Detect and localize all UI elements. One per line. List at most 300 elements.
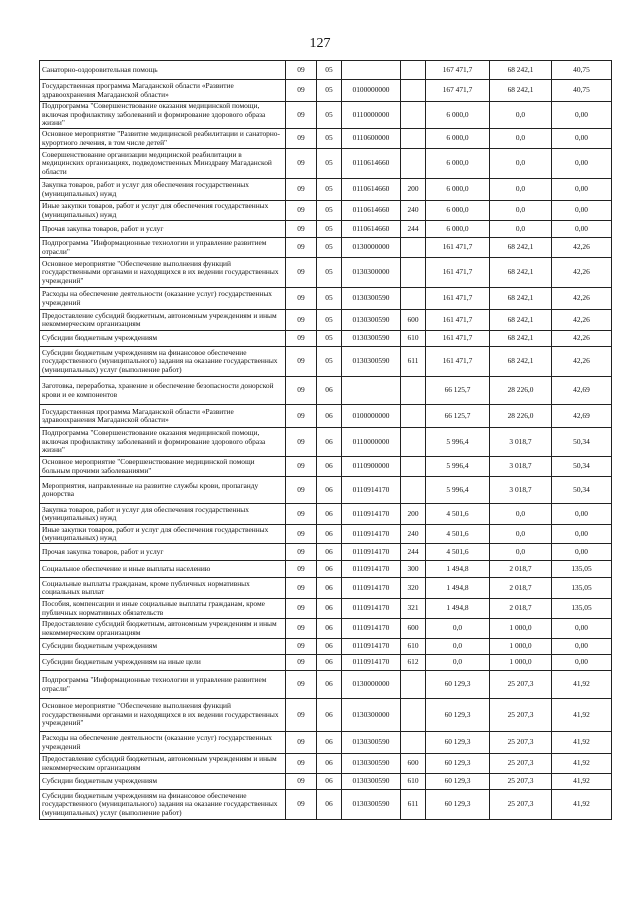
row-subsection: 06 <box>317 732 342 754</box>
row-subsection: 05 <box>317 129 342 149</box>
row-executed-amount: 28 226,0 <box>490 405 552 428</box>
row-expense-type: 611 <box>401 347 426 377</box>
row-execution-percent: 0,00 <box>552 639 612 655</box>
row-section: 09 <box>286 544 317 561</box>
row-subsection: 06 <box>317 619 342 639</box>
row-section: 09 <box>286 477 317 504</box>
row-subsection: 06 <box>317 754 342 774</box>
row-name: Санаторно-оздоровительная помощь <box>40 61 286 80</box>
table-row <box>40 61 612 80</box>
row-subsection: 06 <box>317 477 342 504</box>
row-planned-amount: 4 501,6 <box>426 544 490 561</box>
row-target-article: 0110000000 <box>342 102 401 129</box>
row-expense-type: 610 <box>401 774 426 790</box>
row-executed-amount: 25 207,3 <box>490 732 552 754</box>
row-expense-type: 200 <box>401 504 426 525</box>
row-section: 09 <box>286 578 317 599</box>
row-target-article: 0130000000 <box>342 238 401 258</box>
row-execution-percent: 0,00 <box>552 201 612 221</box>
row-execution-percent: 41,92 <box>552 671 612 699</box>
row-execution-percent: 0,00 <box>552 619 612 639</box>
row-name: Пособия, компенсации и иные социальные выплаты гражданам, кроме публичных нормативных обязательств <box>40 599 286 619</box>
row-executed-amount: 3 018,7 <box>490 477 552 504</box>
row-section: 09 <box>286 201 317 221</box>
row-expense-type: 300 <box>401 561 426 578</box>
row-executed-amount: 1 000,0 <box>490 655 552 671</box>
row-section: 09 <box>286 599 317 619</box>
row-subsection: 06 <box>317 671 342 699</box>
row-section: 09 <box>286 774 317 790</box>
row-executed-amount: 2 018,7 <box>490 599 552 619</box>
row-name: Расходы на обеспечение деятельности (оказание услуг) государственных учреждений <box>40 288 286 310</box>
row-target-article: 0110614660 <box>342 149 401 179</box>
table-row <box>40 754 612 774</box>
row-target-article: 0130300590 <box>342 732 401 754</box>
row-expense-type: 600 <box>401 619 426 639</box>
row-executed-amount: 0,0 <box>490 102 552 129</box>
row-expense-type <box>401 102 426 129</box>
row-executed-amount: 0,0 <box>490 149 552 179</box>
row-executed-amount: 25 207,3 <box>490 754 552 774</box>
page-number: 127 <box>309 36 331 51</box>
row-executed-amount: 68 242,1 <box>490 80 552 102</box>
row-target-article: 0130300000 <box>342 699 401 732</box>
row-planned-amount: 66 125,7 <box>426 377 490 405</box>
table-row <box>40 655 612 671</box>
row-expense-type: 321 <box>401 599 426 619</box>
row-execution-percent: 41,92 <box>552 699 612 732</box>
row-expense-type: 611 <box>401 790 426 820</box>
row-section: 09 <box>286 347 317 377</box>
row-planned-amount: 66 125,7 <box>426 405 490 428</box>
row-subsection: 06 <box>317 578 342 599</box>
row-section: 09 <box>286 102 317 129</box>
row-name: Субсидии бюджетным учреждениям <box>40 774 286 790</box>
table-row <box>40 80 612 102</box>
table-row <box>40 477 612 504</box>
row-section: 09 <box>286 619 317 639</box>
row-name: Иные закупки товаров, работ и услуг для обеспечения государственных (муниципальных) нужд <box>40 525 286 544</box>
row-execution-percent: 42,26 <box>552 331 612 347</box>
row-planned-amount: 6 000,0 <box>426 179 490 201</box>
row-execution-percent: 0,00 <box>552 525 612 544</box>
row-target-article <box>342 61 401 80</box>
row-planned-amount: 1 494,8 <box>426 561 490 578</box>
row-section: 09 <box>286 655 317 671</box>
row-execution-percent: 135,05 <box>552 561 612 578</box>
row-executed-amount: 68 242,1 <box>490 238 552 258</box>
row-section: 09 <box>286 639 317 655</box>
row-planned-amount: 161 471,7 <box>426 238 490 258</box>
row-executed-amount: 0,0 <box>490 129 552 149</box>
row-name: Расходы на обеспечение деятельности (оказание услуг) государственных учреждений <box>40 732 286 754</box>
row-expense-type <box>401 80 426 102</box>
row-executed-amount: 68 242,1 <box>490 288 552 310</box>
row-executed-amount: 68 242,1 <box>490 61 552 80</box>
row-subsection: 05 <box>317 201 342 221</box>
row-target-article: 0110914170 <box>342 639 401 655</box>
row-target-article: 0110914170 <box>342 561 401 578</box>
row-target-article <box>342 377 401 405</box>
table-row <box>40 790 612 820</box>
row-name: Основное мероприятие "Развитие медицинской реабилитации и санаторно-курортного лечения, в том числе детей" <box>40 129 286 149</box>
row-section: 09 <box>286 149 317 179</box>
row-execution-percent: 42,69 <box>552 377 612 405</box>
row-expense-type <box>401 149 426 179</box>
row-execution-percent: 42,26 <box>552 238 612 258</box>
row-subsection: 06 <box>317 699 342 732</box>
row-executed-amount: 2 018,7 <box>490 561 552 578</box>
row-planned-amount: 1 494,8 <box>426 599 490 619</box>
row-name: Закупка товаров, работ и услуг для обеспечения государственных (муниципальных) нужд <box>40 504 286 525</box>
row-execution-percent: 42,69 <box>552 405 612 428</box>
row-target-article: 0110914170 <box>342 599 401 619</box>
row-section: 09 <box>286 405 317 428</box>
row-expense-type: 320 <box>401 578 426 599</box>
row-execution-percent: 0,00 <box>552 102 612 129</box>
table-row <box>40 347 612 377</box>
row-target-article: 0110914170 <box>342 655 401 671</box>
table-row <box>40 238 612 258</box>
row-execution-percent: 50,34 <box>552 428 612 457</box>
row-expense-type <box>401 671 426 699</box>
row-subsection: 05 <box>317 288 342 310</box>
row-executed-amount: 0,0 <box>490 504 552 525</box>
row-name: Подпрограмма "Информационные технологии и управление развитием отрасли" <box>40 238 286 258</box>
row-planned-amount: 0,0 <box>426 655 490 671</box>
row-planned-amount: 161 471,7 <box>426 347 490 377</box>
row-planned-amount: 6 000,0 <box>426 201 490 221</box>
row-section: 09 <box>286 377 317 405</box>
row-name: Субсидии бюджетным учреждениям <box>40 331 286 347</box>
row-planned-amount: 161 471,7 <box>426 331 490 347</box>
row-execution-percent: 0,00 <box>552 504 612 525</box>
row-name: Мероприятия, направленные на развитие службы крови, пропаганду донорства <box>40 477 286 504</box>
row-subsection: 05 <box>317 238 342 258</box>
row-subsection: 05 <box>317 331 342 347</box>
row-execution-percent: 42,26 <box>552 347 612 377</box>
row-execution-percent: 42,26 <box>552 310 612 331</box>
row-target-article: 0130000000 <box>342 671 401 699</box>
row-target-article: 0130300590 <box>342 790 401 820</box>
row-target-article: 0130300000 <box>342 258 401 288</box>
row-expense-type <box>401 129 426 149</box>
table-row <box>40 639 612 655</box>
row-planned-amount: 5 996,4 <box>426 457 490 477</box>
row-expense-type: 200 <box>401 179 426 201</box>
table-row <box>40 504 612 525</box>
row-section: 09 <box>286 221 317 238</box>
row-section: 09 <box>286 525 317 544</box>
row-name: Совершенствование организации медицинской реабилитации в медицинских организациях, подведомственных Минздраву Магаданской области <box>40 149 286 179</box>
row-name: Государственная программа Магаданской области «Развитие здравоохранения Магаданской области» <box>40 405 286 428</box>
table-row <box>40 258 612 288</box>
row-planned-amount: 161 471,7 <box>426 310 490 331</box>
table-row <box>40 525 612 544</box>
row-planned-amount: 60 129,3 <box>426 790 490 820</box>
row-planned-amount: 167 471,7 <box>426 80 490 102</box>
table-row <box>40 561 612 578</box>
row-planned-amount: 6 000,0 <box>426 129 490 149</box>
row-executed-amount: 0,0 <box>490 544 552 561</box>
budget-table <box>39 60 612 820</box>
row-executed-amount: 2 018,7 <box>490 578 552 599</box>
row-subsection: 06 <box>317 790 342 820</box>
table-row <box>40 201 612 221</box>
row-planned-amount: 0,0 <box>426 619 490 639</box>
row-target-article: 0130300590 <box>342 331 401 347</box>
row-expense-type <box>401 377 426 405</box>
row-subsection: 05 <box>317 258 342 288</box>
row-subsection: 06 <box>317 405 342 428</box>
row-planned-amount: 6 000,0 <box>426 221 490 238</box>
row-section: 09 <box>286 561 317 578</box>
row-section: 09 <box>286 428 317 457</box>
row-expense-type <box>401 258 426 288</box>
table-row <box>40 457 612 477</box>
table-row <box>40 129 612 149</box>
row-target-article: 0130300590 <box>342 754 401 774</box>
row-subsection: 06 <box>317 428 342 457</box>
row-execution-percent: 135,05 <box>552 599 612 619</box>
row-planned-amount: 0,0 <box>426 639 490 655</box>
row-planned-amount: 5 996,4 <box>426 477 490 504</box>
row-execution-percent: 40,75 <box>552 61 612 80</box>
row-name: Субсидии бюджетным учреждениям на иные цели <box>40 655 286 671</box>
row-expense-type <box>401 477 426 504</box>
row-target-article: 0110614660 <box>342 221 401 238</box>
row-expense-type: 240 <box>401 525 426 544</box>
row-planned-amount: 60 129,3 <box>426 732 490 754</box>
row-target-article: 0110614660 <box>342 179 401 201</box>
row-executed-amount: 68 242,1 <box>490 331 552 347</box>
row-section: 09 <box>286 671 317 699</box>
row-planned-amount: 6 000,0 <box>426 102 490 129</box>
row-name: Государственная программа Магаданской области «Развитие здравоохранения Магаданской области» <box>40 80 286 102</box>
row-expense-type <box>401 699 426 732</box>
row-execution-percent: 0,00 <box>552 221 612 238</box>
row-planned-amount: 60 129,3 <box>426 671 490 699</box>
table-row <box>40 699 612 732</box>
row-subsection: 05 <box>317 179 342 201</box>
table-row <box>40 377 612 405</box>
table-row <box>40 149 612 179</box>
row-name: Подпрограмма "Информационные технологии и управление развитием отрасли" <box>40 671 286 699</box>
table-row <box>40 774 612 790</box>
row-section: 09 <box>286 457 317 477</box>
row-execution-percent: 0,00 <box>552 179 612 201</box>
row-name: Предоставление субсидий бюджетным, автономным учреждениям и иным некоммерческим организациям <box>40 310 286 331</box>
row-name: Социальное обеспечение и иные выплаты населению <box>40 561 286 578</box>
row-execution-percent: 40,75 <box>552 80 612 102</box>
row-target-article: 0110614660 <box>342 201 401 221</box>
row-subsection: 05 <box>317 347 342 377</box>
row-target-article: 0110914170 <box>342 578 401 599</box>
row-planned-amount: 161 471,7 <box>426 288 490 310</box>
row-execution-percent: 41,92 <box>552 774 612 790</box>
row-section: 09 <box>286 699 317 732</box>
row-target-article: 0100000000 <box>342 80 401 102</box>
row-execution-percent: 0,00 <box>552 149 612 179</box>
row-expense-type: 610 <box>401 331 426 347</box>
row-name: Закупка товаров, работ и услуг для обеспечения государственных (муниципальных) нужд <box>40 179 286 201</box>
row-name: Субсидии бюджетным учреждениям на финансовое обеспечение государственного (муниципального) задания на оказание государственных (муниципальных) услуг (выполнение работ) <box>40 790 286 820</box>
row-subsection: 06 <box>317 377 342 405</box>
row-planned-amount: 60 129,3 <box>426 754 490 774</box>
row-section: 09 <box>286 238 317 258</box>
row-name: Социальные выплаты гражданам, кроме публичных нормативных социальных выплат <box>40 578 286 599</box>
row-planned-amount: 60 129,3 <box>426 699 490 732</box>
row-section: 09 <box>286 790 317 820</box>
row-name: Субсидии бюджетным учреждениям на финансовое обеспечение государственного (муниципального) задания на оказание государственных (муниципальных) услуг (выполнение работ) <box>40 347 286 377</box>
row-subsection: 06 <box>317 639 342 655</box>
row-executed-amount: 1 000,0 <box>490 639 552 655</box>
row-expense-type <box>401 732 426 754</box>
row-section: 09 <box>286 504 317 525</box>
row-expense-type: 244 <box>401 544 426 561</box>
row-target-article: 0110000000 <box>342 428 401 457</box>
row-subsection: 06 <box>317 599 342 619</box>
row-target-article: 0110914170 <box>342 544 401 561</box>
row-expense-type: 240 <box>401 201 426 221</box>
row-execution-percent: 0,00 <box>552 655 612 671</box>
row-expense-type <box>401 405 426 428</box>
row-section: 09 <box>286 754 317 774</box>
row-executed-amount: 25 207,3 <box>490 699 552 732</box>
row-subsection: 06 <box>317 774 342 790</box>
row-name: Подпрограмма "Совершенствование оказания медицинской помощи, включая профилактику заболеваний и формирование здорового образа жизни" <box>40 102 286 129</box>
row-target-article: 0110914170 <box>342 504 401 525</box>
row-expense-type: 600 <box>401 310 426 331</box>
row-subsection: 05 <box>317 61 342 80</box>
row-planned-amount: 6 000,0 <box>426 149 490 179</box>
row-subsection: 05 <box>317 149 342 179</box>
row-execution-percent: 42,26 <box>552 288 612 310</box>
row-planned-amount: 60 129,3 <box>426 774 490 790</box>
row-name: Иные закупки товаров, работ и услуг для обеспечения государственных (муниципальных) нужд <box>40 201 286 221</box>
row-executed-amount: 25 207,3 <box>490 671 552 699</box>
row-subsection: 06 <box>317 457 342 477</box>
table-row <box>40 619 612 639</box>
row-section: 09 <box>286 310 317 331</box>
row-name: Заготовка, переработка, хранение и обеспечение безопасности донорской крови и ее компонентов <box>40 377 286 405</box>
row-execution-percent: 41,92 <box>552 732 612 754</box>
table-row <box>40 310 612 331</box>
row-subsection: 06 <box>317 544 342 561</box>
row-execution-percent: 42,26 <box>552 258 612 288</box>
row-section: 09 <box>286 129 317 149</box>
row-section: 09 <box>286 732 317 754</box>
row-subsection: 05 <box>317 80 342 102</box>
table-row <box>40 331 612 347</box>
row-target-article: 0130300590 <box>342 310 401 331</box>
row-planned-amount: 4 501,6 <box>426 525 490 544</box>
row-expense-type: 244 <box>401 221 426 238</box>
row-target-article: 0110914170 <box>342 525 401 544</box>
row-execution-percent: 0,00 <box>552 544 612 561</box>
table-row <box>40 732 612 754</box>
row-target-article: 0100000000 <box>342 405 401 428</box>
row-name: Прочая закупка товаров, работ и услуг <box>40 221 286 238</box>
row-execution-percent: 50,34 <box>552 457 612 477</box>
row-executed-amount: 0,0 <box>490 525 552 544</box>
table-row <box>40 599 612 619</box>
row-section: 09 <box>286 331 317 347</box>
row-subsection: 06 <box>317 504 342 525</box>
row-section: 09 <box>286 179 317 201</box>
row-name: Предоставление субсидий бюджетным, автономным учреждениям и иным некоммерческим организациям <box>40 754 286 774</box>
row-executed-amount: 25 207,3 <box>490 774 552 790</box>
row-expense-type: 612 <box>401 655 426 671</box>
row-subsection: 05 <box>317 102 342 129</box>
table-row <box>40 578 612 599</box>
table-row <box>40 179 612 201</box>
row-expense-type: 600 <box>401 754 426 774</box>
row-planned-amount: 1 494,8 <box>426 578 490 599</box>
row-expense-type <box>401 288 426 310</box>
row-section: 09 <box>286 258 317 288</box>
row-target-article: 0130300590 <box>342 774 401 790</box>
row-section: 09 <box>286 61 317 80</box>
table-row <box>40 544 612 561</box>
row-subsection: 05 <box>317 221 342 238</box>
row-subsection: 06 <box>317 561 342 578</box>
row-executed-amount: 0,0 <box>490 201 552 221</box>
row-executed-amount: 68 242,1 <box>490 310 552 331</box>
row-executed-amount: 68 242,1 <box>490 258 552 288</box>
row-section: 09 <box>286 80 317 102</box>
row-target-article: 0110914170 <box>342 477 401 504</box>
row-target-article: 0110900000 <box>342 457 401 477</box>
row-executed-amount: 0,0 <box>490 221 552 238</box>
table-row <box>40 288 612 310</box>
table-body <box>40 61 612 820</box>
row-executed-amount: 3 018,7 <box>490 457 552 477</box>
row-section: 09 <box>286 288 317 310</box>
row-execution-percent: 50,34 <box>552 477 612 504</box>
row-name: Основное мероприятие "Обеспечение выполнения функций государственными органами и находящихся в их ведении государственных учреждений" <box>40 258 286 288</box>
row-expense-type <box>401 238 426 258</box>
row-subsection: 06 <box>317 655 342 671</box>
row-executed-amount: 25 207,3 <box>490 790 552 820</box>
table-row <box>40 405 612 428</box>
table-row <box>40 221 612 238</box>
row-name: Прочая закупка товаров, работ и услуг <box>40 544 286 561</box>
row-planned-amount: 161 471,7 <box>426 258 490 288</box>
row-planned-amount: 5 996,4 <box>426 428 490 457</box>
table-row <box>40 671 612 699</box>
row-name: Предоставление субсидий бюджетным, автономным учреждениям и иным некоммерческим организациям <box>40 619 286 639</box>
row-name: Субсидии бюджетным учреждениям <box>40 639 286 655</box>
row-execution-percent: 41,92 <box>552 790 612 820</box>
row-executed-amount: 1 000,0 <box>490 619 552 639</box>
row-expense-type <box>401 428 426 457</box>
row-target-article: 0130300590 <box>342 288 401 310</box>
row-name: Подпрограмма "Совершенствование оказания медицинской помощи, включая профилактику заболеваний и формирование здорового образа жизни" <box>40 428 286 457</box>
row-execution-percent: 0,00 <box>552 129 612 149</box>
row-executed-amount: 0,0 <box>490 179 552 201</box>
row-execution-percent: 135,05 <box>552 578 612 599</box>
row-subsection: 06 <box>317 525 342 544</box>
row-expense-type <box>401 457 426 477</box>
row-target-article: 0130300590 <box>342 347 401 377</box>
row-planned-amount: 4 501,6 <box>426 504 490 525</box>
table-row <box>40 428 612 457</box>
row-expense-type <box>401 61 426 80</box>
row-execution-percent: 41,92 <box>552 754 612 774</box>
row-executed-amount: 28 226,0 <box>490 377 552 405</box>
row-target-article: 0110914170 <box>342 619 401 639</box>
